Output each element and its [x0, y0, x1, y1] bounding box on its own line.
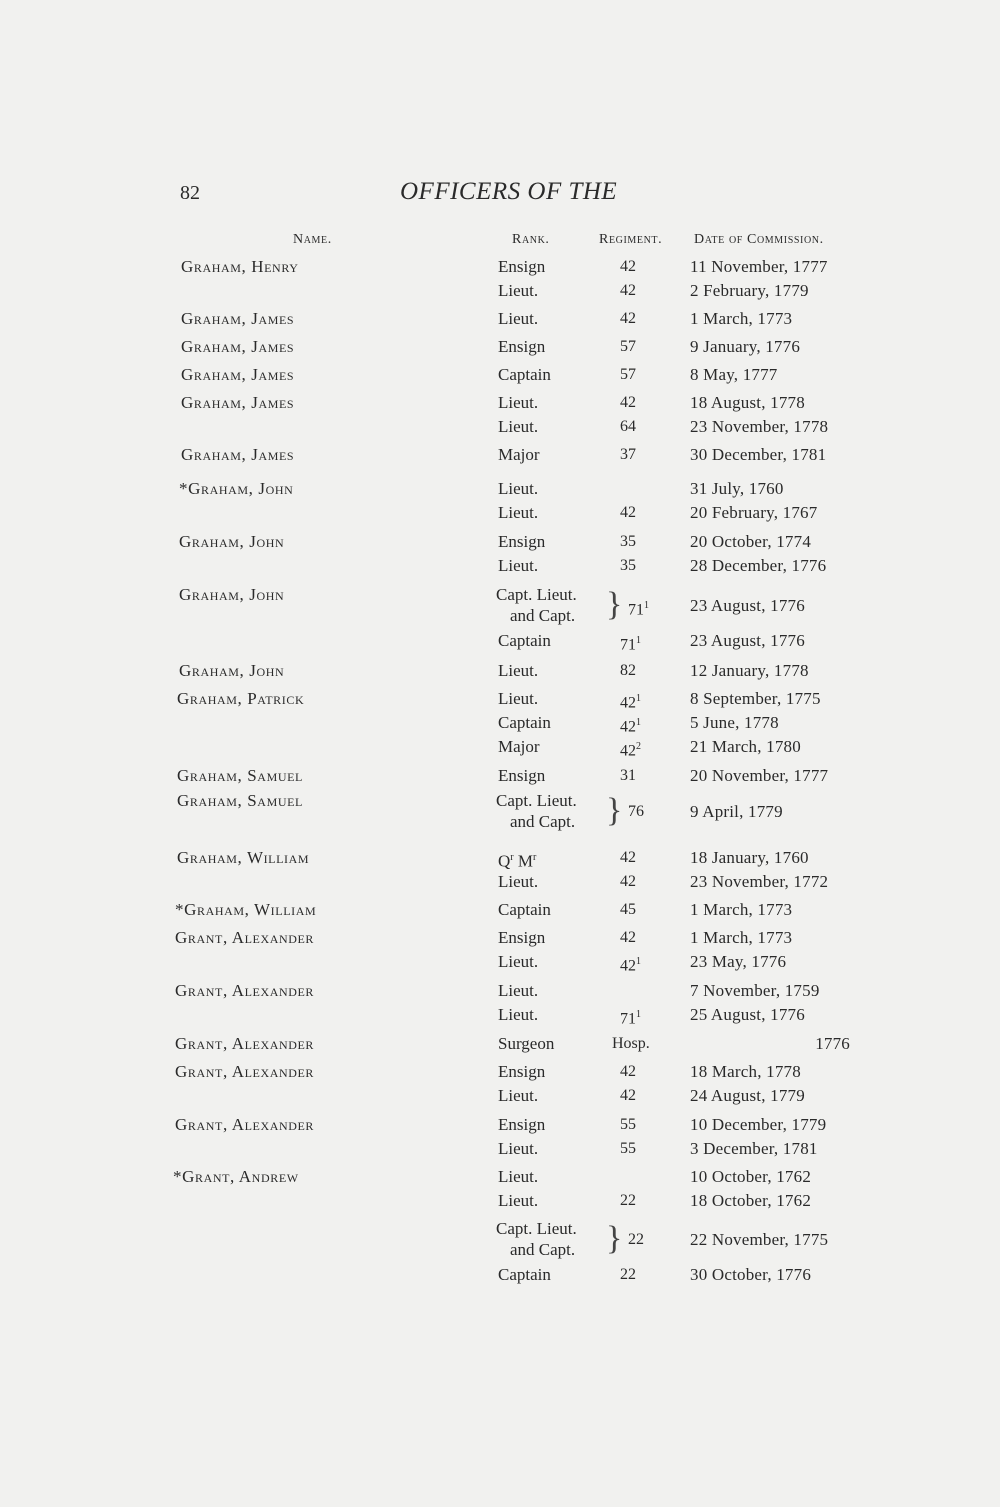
regiment-cell: 42 — [620, 1087, 636, 1104]
commission-date: 18 August, 1778 — [690, 393, 805, 412]
officer-name: Graham, Samuel — [177, 791, 303, 810]
rank-cell: Lieut. — [498, 1086, 539, 1105]
officer-name: Graham, James — [181, 337, 295, 356]
rank-cell: Lieut. — [498, 417, 539, 436]
commission-date: 20 February, 1767 — [690, 503, 818, 522]
rank-cell: Captain — [498, 900, 551, 919]
rank-line: and Capt. — [510, 1240, 576, 1259]
rank-line: and Capt. — [510, 606, 576, 625]
commission-date: 23 August, 1776 — [690, 596, 805, 615]
commission-date: 28 December, 1776 — [690, 556, 827, 575]
rank-cell: Lieut. — [498, 1139, 539, 1158]
regiment-cell: 42 — [620, 282, 636, 299]
commission-date: 7 November, 1759 — [690, 981, 820, 1000]
regiment-cell: $71^1$ — [628, 600, 649, 619]
rank-cell: Lieut. — [498, 281, 539, 300]
rank-cell: Ensign — [498, 337, 546, 356]
page-number: 82 — [180, 182, 200, 204]
rank-cell: Major — [498, 737, 540, 756]
brace-icon: } — [606, 586, 623, 623]
rank-line: Capt. Lieut. — [496, 1219, 577, 1238]
regiment-cell: 42 — [620, 310, 636, 327]
commission-date: 1776 — [815, 1034, 850, 1053]
column-header-date: Date of Commission. — [694, 232, 824, 247]
rank-cell: Ensign — [498, 928, 546, 947]
running-head: OFFICERS OF THE — [400, 178, 618, 205]
rank-cell: Lieut. — [498, 872, 539, 891]
regiment-cell: 31 — [620, 767, 636, 784]
rank-cell: Lieut. — [498, 503, 539, 522]
officer-name: Grant, Alexander — [175, 981, 315, 1000]
commission-date: 3 December, 1781 — [690, 1139, 818, 1158]
regiment-cell: 42 — [620, 258, 636, 275]
rank-cell: Lieut. — [498, 661, 539, 680]
commission-date: 18 January, 1760 — [690, 848, 809, 867]
commission-date: 23 November, 1778 — [690, 417, 829, 436]
brace-icon: } — [606, 1220, 623, 1257]
commission-date: 23 August, 1776 — [690, 631, 805, 650]
regiment-cell: 55 — [620, 1140, 636, 1157]
regiment-cell: 42 — [620, 929, 636, 946]
commission-date: 1 March, 1773 — [690, 309, 793, 328]
rank-line: Capt. Lieut. — [496, 791, 577, 810]
commission-date: 30 October, 1776 — [690, 1265, 812, 1284]
rank-cell: Captain — [498, 631, 551, 650]
regiment-cell: 82 — [620, 662, 636, 679]
officer-name: Graham, John — [179, 585, 285, 604]
officer-name: Graham, Patrick — [177, 689, 305, 708]
officer-name: Graham, James — [181, 393, 295, 412]
rank-cell: $Q^r$ $M^r$ — [498, 851, 537, 871]
commission-date: 23 May, 1776 — [690, 952, 787, 971]
rank-cell: Ensign — [498, 257, 546, 276]
rank-cell: Lieut. — [498, 952, 539, 971]
brace-icon: } — [606, 792, 623, 829]
rank-cell: Lieut. — [498, 479, 539, 498]
rank-cell — [496, 584, 577, 626]
rank-cell: Captain — [498, 713, 551, 732]
officer-name: *Graham, John — [179, 479, 294, 498]
officer-name: Grant, Alexander — [175, 1115, 315, 1134]
rank-cell: Lieut. — [498, 1191, 539, 1210]
rank-cell: Surgeon — [498, 1034, 555, 1053]
commission-date: 22 November, 1775 — [690, 1230, 829, 1249]
rank-cell: Major — [498, 445, 540, 464]
commission-date: 10 December, 1779 — [690, 1115, 827, 1134]
commission-date: 1 March, 1773 — [690, 900, 793, 919]
regiment-cell: 42 — [620, 873, 636, 890]
commission-date: 30 December, 1781 — [690, 445, 827, 464]
regiment-cell: $42^1$ — [620, 693, 641, 712]
rank-cell: Lieut. — [498, 556, 539, 575]
rank-cell — [496, 790, 577, 832]
regiment-cell: $42^1$ — [620, 717, 641, 736]
regiment-cell: 35 — [620, 557, 636, 574]
regiment-cell: 35 — [620, 533, 636, 550]
commission-date: 18 March, 1778 — [690, 1062, 801, 1081]
regiment-cell: 22 — [628, 1231, 644, 1248]
regiment-cell: 42 — [620, 1063, 636, 1080]
regiment-cell: $71^1$ — [620, 1009, 641, 1028]
officer-name: Graham, James — [181, 365, 295, 384]
commission-date: 20 November, 1777 — [690, 766, 829, 785]
column-header-rank: Rank. — [512, 232, 550, 247]
rank-line: Capt. Lieut. — [496, 585, 577, 604]
officer-name: Graham, John — [179, 532, 285, 551]
rank-cell: Ensign — [498, 1115, 546, 1134]
rank-cell: Lieut. — [498, 981, 539, 1000]
regiment-cell: 64 — [620, 418, 636, 435]
commission-date: 18 October, 1762 — [690, 1191, 812, 1210]
rank-cell: Lieut. — [498, 393, 539, 412]
regiment-cell: 57 — [620, 366, 636, 383]
commission-date: 31 July, 1760 — [690, 479, 784, 498]
officer-name: Grant, Alexander — [175, 928, 315, 947]
rank-cell: Lieut. — [498, 1005, 539, 1024]
commission-date: 20 October, 1774 — [690, 532, 812, 551]
regiment-cell: 22 — [620, 1192, 636, 1209]
commission-date: 2 February, 1779 — [690, 281, 809, 300]
commission-date: 21 March, 1780 — [690, 737, 801, 756]
commission-date: 10 October, 1762 — [690, 1167, 812, 1186]
regiment-cell: 42 — [620, 849, 636, 866]
rank-cell: Lieut. — [498, 689, 539, 708]
rank-cell: Ensign — [498, 532, 546, 551]
commission-date: 24 August, 1779 — [690, 1086, 805, 1105]
regiment-cell: $71^1$ — [620, 635, 641, 654]
officer-name: *Graham, William — [175, 900, 317, 919]
rank-cell: Lieut. — [498, 309, 539, 328]
rank-cell: Captain — [498, 365, 551, 384]
rank-line: and Capt. — [510, 812, 576, 831]
officer-name: Grant, Alexander — [175, 1034, 315, 1053]
rank-cell: Ensign — [498, 1062, 546, 1081]
regiment-cell: Hosp. — [612, 1035, 650, 1052]
regiment-cell: $42^1$ — [620, 956, 641, 975]
column-header-name: Name. — [293, 232, 332, 247]
officer-name: *Grant, Andrew — [173, 1167, 299, 1186]
commission-date: 9 January, 1776 — [690, 337, 801, 356]
officer-name: Graham, Henry — [181, 257, 299, 276]
commission-date: 5 June, 1778 — [690, 713, 779, 732]
commission-date: 1 March, 1773 — [690, 928, 793, 947]
regiment-cell: 55 — [620, 1116, 636, 1133]
commission-date: 8 September, 1775 — [690, 689, 821, 708]
rank-cell: Lieut. — [498, 1167, 539, 1186]
rank-cell — [496, 1218, 577, 1260]
regiment-cell: 37 — [620, 446, 636, 463]
officer-name: Graham, Samuel — [177, 766, 303, 785]
regiment-cell: 42 — [620, 394, 636, 411]
regiment-cell: 57 — [620, 338, 636, 355]
officer-name: Graham, William — [177, 848, 310, 867]
officer-name: Graham, John — [179, 661, 285, 680]
regiment-cell: 22 — [620, 1266, 636, 1283]
commission-date: 25 August, 1776 — [690, 1005, 805, 1024]
regiment-cell: 76 — [628, 803, 644, 820]
commission-date: 12 January, 1778 — [690, 661, 809, 680]
commission-date: 9 April, 1779 — [690, 802, 783, 821]
officer-name: Graham, James — [181, 309, 295, 328]
officer-name: Grant, Alexander — [175, 1062, 315, 1081]
regiment-cell: 42 — [620, 504, 636, 521]
rank-cell: Ensign — [498, 766, 546, 785]
commission-date: 23 November, 1772 — [690, 872, 829, 891]
column-header-regiment: Regiment. — [599, 232, 663, 247]
commission-date: 11 November, 1777 — [690, 257, 828, 276]
commission-date: 8 May, 1777 — [690, 365, 778, 384]
regiment-cell: $42^2$ — [620, 741, 641, 760]
rank-cell: Captain — [498, 1265, 551, 1284]
regiment-cell: 45 — [620, 901, 636, 918]
officer-name: Graham, James — [181, 445, 295, 464]
